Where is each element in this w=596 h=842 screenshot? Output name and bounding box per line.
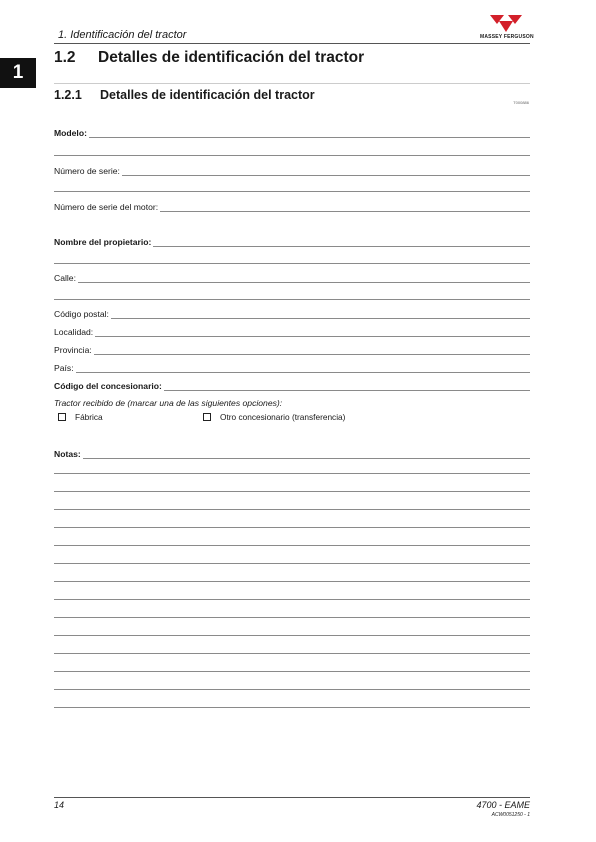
triple-triangle-icon — [488, 13, 524, 33]
provincia-label: Provincia: — [54, 345, 92, 355]
provincia-input-line[interactable] — [94, 345, 530, 355]
localidad-field[interactable] — [54, 325, 530, 337]
notes-line[interactable] — [54, 473, 530, 474]
header-rule — [54, 43, 530, 44]
numero-serie-motor-label: Número de serie del motor: — [54, 202, 159, 212]
notes-line[interactable] — [54, 635, 530, 636]
chapter-tab: 1 — [0, 58, 36, 88]
option-otro-concesionario[interactable] — [203, 412, 345, 422]
brand-text: MASSEY FERGUSON — [480, 34, 534, 40]
pais-field[interactable] — [54, 361, 530, 373]
codigo-concesionario-label: Código del concesionario: — [54, 381, 162, 391]
notes-line[interactable] — [54, 563, 530, 564]
otro-concesionario-label: Otro concesionario (transferencia) — [220, 412, 346, 422]
notas-input-line[interactable] — [83, 449, 530, 459]
localidad-label: Localidad: — [54, 327, 94, 337]
provincia-field[interactable] — [54, 343, 530, 355]
pais-input-line[interactable] — [76, 363, 530, 373]
otro-concesionario-checkbox[interactable] — [203, 413, 211, 421]
codigo-postal-label: Código postal: — [54, 309, 109, 319]
nombre-propietario-label: Nombre del propietario: — [54, 237, 152, 247]
modelo-input-line[interactable] — [89, 128, 530, 138]
numero-serie-field[interactable] — [54, 164, 530, 176]
fabrica-label: Fábrica — [75, 412, 103, 422]
nombre-propietario-field[interactable] — [54, 235, 530, 247]
notes-line[interactable] — [54, 509, 530, 510]
pais-label: País: — [54, 363, 74, 373]
subsection-title: Detalles de identificación del tractor — [100, 88, 315, 102]
numero-serie-motor-input-line[interactable] — [160, 202, 530, 212]
codigo-postal-field[interactable] — [54, 307, 530, 319]
calle-input-line[interactable] — [78, 273, 530, 283]
notes-line[interactable] — [54, 491, 530, 492]
blank-line[interactable] — [54, 263, 530, 264]
notas-label: Notas: — [54, 449, 81, 459]
notes-line[interactable] — [54, 527, 530, 528]
numero-serie-motor-field[interactable] — [54, 200, 530, 212]
nombre-propietario-input-line[interactable] — [153, 237, 530, 247]
notes-line[interactable] — [54, 617, 530, 618]
massey-ferguson-logo — [480, 13, 532, 40]
fabrica-checkbox[interactable] — [58, 413, 66, 421]
section-title: Detalles de identificación del tractor — [98, 49, 365, 66]
notes-line[interactable] — [54, 581, 530, 582]
option-fabrica[interactable] — [58, 412, 103, 422]
codigo-concesionario-input-line[interactable] — [164, 381, 530, 391]
codigo-postal-input-line[interactable] — [111, 309, 530, 319]
section-number: 1.2 — [54, 49, 76, 66]
footer-rule — [54, 797, 530, 798]
section-rule — [54, 83, 530, 84]
notes-line[interactable] — [54, 545, 530, 546]
page-number: 14 — [54, 800, 65, 810]
blank-line[interactable] — [54, 155, 530, 156]
modelo-label: Modelo: — [54, 128, 87, 138]
numero-serie-input-line[interactable] — [122, 166, 530, 176]
document-reference: ACW0051250 - 1 — [491, 812, 530, 818]
notes-line[interactable] — [54, 671, 530, 672]
notes-line[interactable] — [54, 653, 530, 654]
subsection-number: 1.2.1 — [54, 88, 82, 102]
notes-line[interactable] — [54, 599, 530, 600]
blank-line[interactable] — [54, 299, 530, 300]
codigo-concesionario-field[interactable] — [54, 379, 530, 391]
model-reference: 4700 - EAME — [476, 800, 530, 810]
notas-field[interactable] — [54, 447, 530, 459]
header-section-title: 1. Identificación del tractor — [58, 29, 187, 41]
calle-field[interactable] — [54, 271, 530, 283]
notes-line[interactable] — [54, 689, 530, 690]
modelo-field[interactable] — [54, 126, 530, 138]
blank-line[interactable] — [54, 191, 530, 192]
numero-serie-label: Número de serie: — [54, 166, 120, 176]
localidad-input-line[interactable] — [95, 327, 530, 337]
calle-label: Calle: — [54, 273, 76, 283]
notes-line[interactable] — [54, 707, 530, 708]
received-from-instruction: Tractor recibido de (marcar una de las siguientes opciones): — [54, 398, 283, 408]
figure-ref-code: T000886 — [513, 100, 529, 105]
